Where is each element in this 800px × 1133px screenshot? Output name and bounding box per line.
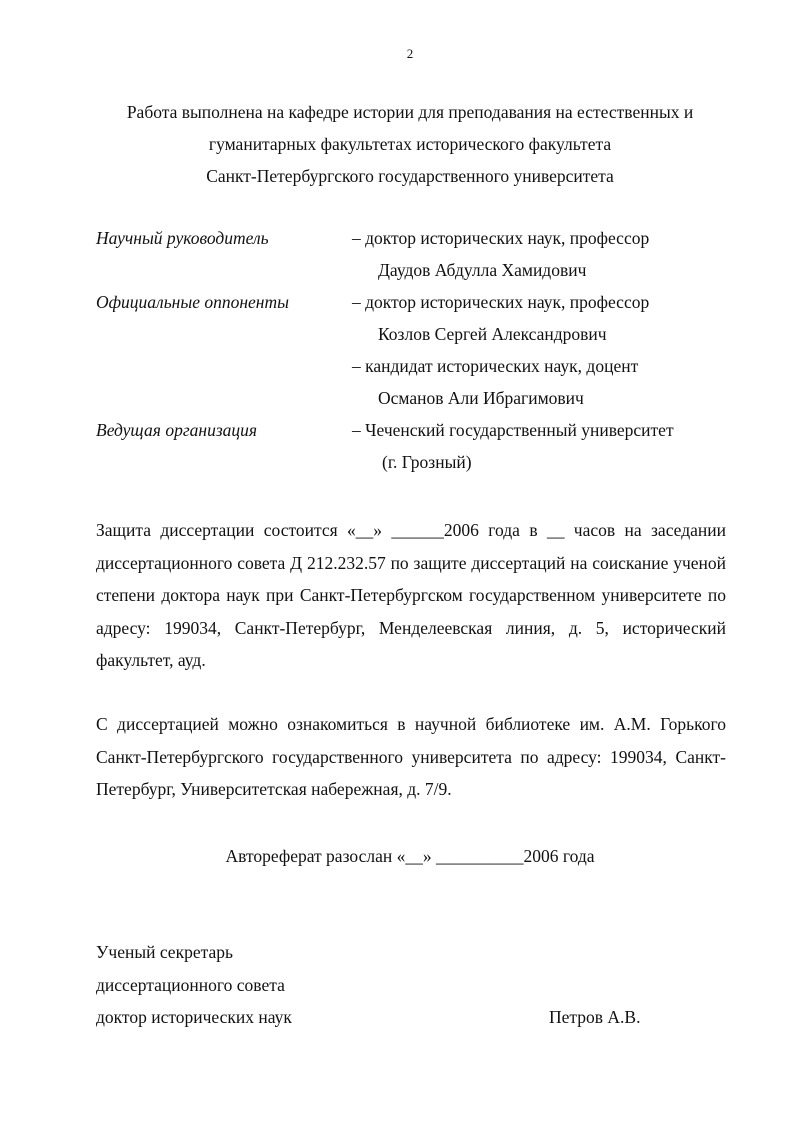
secretary-name: Петров А.В. — [549, 1007, 641, 1027]
opponent-2-row — [96, 350, 736, 382]
signature-block — [96, 936, 726, 1034]
lead-org-city-row — [96, 446, 736, 478]
header-line-1: Работа выполнена на кафедре истории для преподавания на естественных и — [126, 102, 694, 122]
signature-line-1 — [96, 936, 726, 969]
opponent-2-name: Османов Али Ибрагимович — [378, 388, 584, 408]
supervisor-label: Научный руководитель — [96, 228, 269, 248]
opponent-2-title: – кандидат исторических наук, доцент — [352, 356, 639, 376]
signature-line-3 — [96, 1001, 726, 1034]
opponent-1-title: – доктор исторических наук, профессор — [352, 292, 650, 312]
mailing-line: Автореферат разослан «__» __________2006 года — [225, 846, 595, 866]
lead-org-name: – Чеченский государственный университет — [352, 420, 674, 440]
page-number: 2 — [406, 46, 414, 61]
opponent-1-name: Козлов Сергей Александрович — [378, 324, 607, 344]
opponent-1-name-row — [96, 318, 736, 350]
supervisor-name: Даудов Абдулла Хамидович — [378, 260, 587, 280]
signature-line-2 — [96, 969, 726, 1002]
defense-paragraph: Защита диссертации состоится «__» ______2006 года в __ часов на заседании диссертационного совета Д 212.232.57 по защите диссертаций на соискание ученой степени доктора наук при Санкт-Петербургском государственном университете по адресу: 199034, Санкт-Петербург, Менделеевская линия, д. 5, исторический факультет, ауд. — [96, 520, 726, 670]
opponents-row — [96, 286, 736, 318]
council-title: диссертационного совета — [96, 974, 285, 995]
lead-org-label: Ведущая организация — [96, 420, 258, 440]
header-line-2: гуманитарных факультетах исторического факультета — [208, 134, 612, 154]
roles-block — [96, 222, 736, 478]
library-paragraph: С диссертацией можно ознакомиться в научной библиотеке им. А.М. Горького Санкт-Петербургского государственного университета по адресу: 199034, Санкт-Петербург, Университетская набережная, д. 7/9. — [96, 714, 726, 799]
opponent-2-name-row — [96, 382, 736, 414]
degree-title: доктор исторических наук — [96, 1007, 292, 1027]
lead-org-city: (г. Грозный) — [382, 452, 472, 472]
secretary-title: Ученый секретарь — [96, 942, 233, 962]
header-line-3: Санкт-Петербургского государственного университета — [206, 166, 614, 186]
supervisor-title: – доктор исторических наук, профессор — [352, 228, 650, 248]
supervisor-name-row — [96, 254, 736, 286]
supervisor-row — [96, 222, 736, 254]
institution-header — [60, 96, 760, 192]
lead-org-row — [96, 414, 736, 446]
opponents-label: Официальные оппоненты — [96, 292, 289, 312]
